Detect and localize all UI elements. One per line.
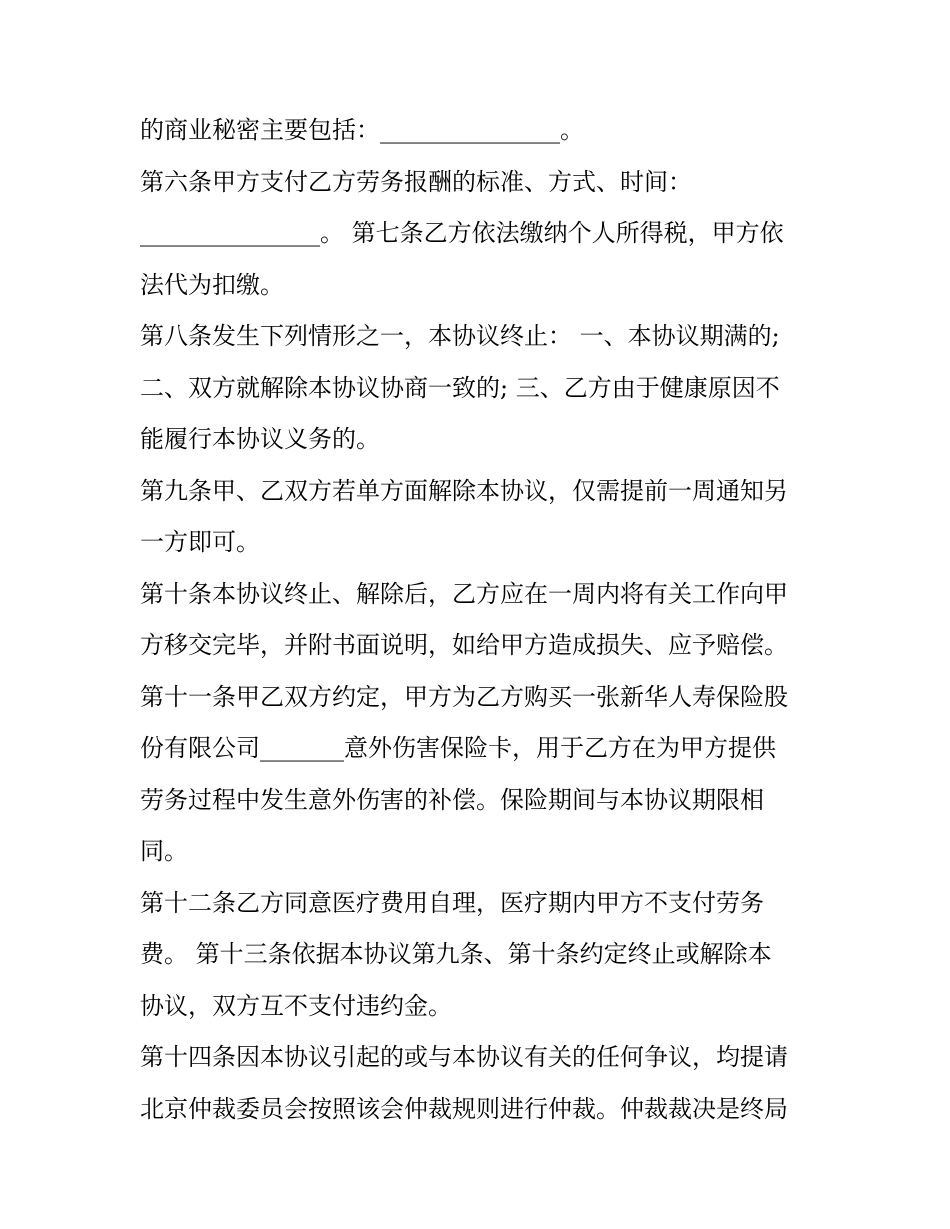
text-line-7: 能履行本协议义务的。 <box>140 425 380 453</box>
text-line-1: 的商业秘密主要包括：_______________。 <box>140 116 584 144</box>
text-line-20: 北京仲裁委员会按照该会仲裁规则进行仲裁。仲裁裁决是终局 <box>140 1094 788 1123</box>
text-line-9: 一方即可。 <box>140 528 260 556</box>
text-line-14: 劳务过程中发生意外伤害的补偿。保险期间与本协议期限相 <box>140 785 764 814</box>
text-line-4: 法代为扣缴。 <box>140 270 284 299</box>
text-line-2: 第六条甲方支付乙方劳务报酬的标准、方式、时间： <box>140 167 692 196</box>
text-line-6: 二、双方就解除本协议协商一致的; 三、乙方由于健康原因不 <box>140 373 780 402</box>
text-line-12: 第十一条甲乙双方约定，甲方为乙方购买一张新华人寿保险股 <box>140 682 788 711</box>
text-line-16: 第十二条乙方同意医疗费用自理，医疗期内甲方不支付劳务 <box>140 888 764 917</box>
text-line-19: 第十四条因本协议引起的或与本协议有关的任何争议，均提请 <box>140 1043 788 1071</box>
text-line-11: 方移交完毕，并附书面说明，如给甲方造成损失、应予赔偿。 <box>140 631 788 659</box>
text-line-13: 份有限公司_______意外伤害保险卡，用于乙方在为甲方提供 <box>140 734 776 762</box>
text-line-5: 第八条发生下列情形之一，本协议终止： 一、本协议期满的; <box>140 322 780 350</box>
text-line-17: 费。 第十三条依据本协议第九条、第十条约定终止或解除本 <box>140 940 772 968</box>
text-line-18: 协议，双方互不支付违约金。 <box>140 991 452 1020</box>
text-line-8: 第九条甲、乙双方若单方面解除本协议，仅需提前一周通知另 <box>140 476 788 505</box>
text-line-15: 同。 <box>140 837 188 865</box>
text-line-3: _______________。 第七条乙方依法缴纳个人所得税，甲方依 <box>140 219 784 247</box>
document-body <box>140 105 820 1135</box>
text-line-10: 第十条本协议终止、解除后，乙方应在一周内将有关工作向甲 <box>140 579 788 608</box>
